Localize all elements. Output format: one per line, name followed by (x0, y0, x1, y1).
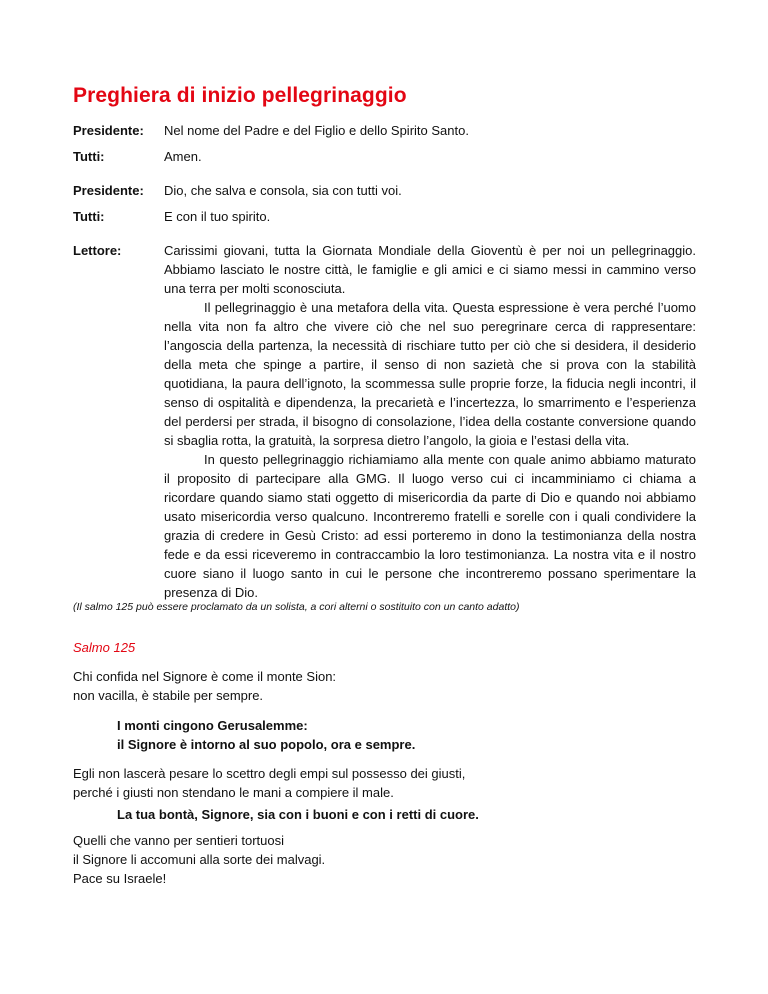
reading-text (164, 241, 696, 602)
psalm-verse-line: perché i giusti non stendano le mani a compiere il male. (73, 785, 394, 800)
speech-text: Dio, che salva e consola, sia con tutti voi. (164, 183, 402, 198)
reading-paragraph: Carissimi giovani, tutta la Giornata Mondiale della Gioventù è per noi un pellegrinaggio. Abbiamo lasciato le nostre città, le famiglie e gli amici e ci siamo messi in cammino verso una terra per molti sconosciuta. (164, 243, 696, 296)
psalm-verse-line: Quelli che vanno per sentieri tortuosi (73, 833, 285, 848)
response-line: I monti cingono Gerusalemme: (117, 718, 308, 733)
speech-text: Amen. (164, 149, 202, 164)
speaker-label: Presidente: (73, 123, 144, 138)
speaker-label: Lettore: (73, 243, 122, 258)
psalm-verse-line: Chi confida nel Signore è come il monte Sion: (73, 669, 337, 684)
response-line: La tua bontà, Signore, sia con i buoni e con i retti di cuore. (117, 807, 479, 822)
speaker-label: Presidente: (73, 183, 144, 198)
speech-text: E con il tuo spirito. (164, 209, 271, 224)
speech-text: Nel nome del Padre e del Figlio e dello Spirito Santo. (164, 123, 469, 138)
psalm-stanza (73, 667, 336, 705)
page-title: Preghiera di inizio pellegrinaggio (73, 84, 407, 107)
psalm-title: Salmo 125 (73, 640, 136, 655)
psalm-stanza (73, 764, 465, 802)
psalm-stanza (73, 831, 325, 888)
rubric-note: (Il salmo 125 può essere proclamato da un solista, a cori alterni o sostituito con un canto adatto) (73, 601, 520, 613)
psalm-verse-line: non vacilla, è stabile per sempre. (73, 688, 264, 703)
psalm-verse-line: Egli non lascerà pesare lo scettro degli empi sul possesso dei giusti, (73, 766, 466, 781)
psalm-response (117, 805, 479, 824)
speaker-label: Tutti: (73, 149, 105, 164)
speaker-label: Tutti: (73, 209, 105, 224)
reading-paragraph: In questo pellegrinaggio richiamiamo alla mente con quale animo abbiamo maturato il proposito di partecipare alla GMG. Il luogo verso cui ci incamminiamo ci chiama a ricordare quando siamo stati oggetto di misericordia da parte di Dio e quando noi abbiamo usato misericordia verso qualcuno. Incontreremo fratelli e sorelle con i quali condividere la grazia di credere in Gesù Cristo: ad essi porteremo in dono la testimonianza della nostra fede e da essi riceveremo in contraccambio la loro testimonianza. La nostra vita e il nostro cuore siano il luogo santo in cui le persone che incontreremo possano sperimentare la presenza di Dio. (164, 452, 696, 600)
reading-paragraph: Il pellegrinaggio è una metafora della vita. Questa espressione è vera perché l’uomo nella vita non fa altro che vivere ciò che nel suo peregrinare cerca di rappresentare: l’angoscia della partenza, la necessità di rischiare tutto per ciò che si desidera, il desiderio della meta che spinge a partire, il senso di non sazietà che si prova con la stabilità quotidiana, la paura dell’ignoto, la scommessa sulle proprie forze, la fiducia negli incontri, il senso di ospitalità e dipendenza, la precarietà e l’incertezza, lo smarrimento e l’esperienza del perdersi per strada, il bisogno di consolazione, l’idea della costante conversione quando si sbaglia rotta, la gratuità, la sorpresa dietro l’angolo, la gioia e l’estasi della vita. (164, 300, 696, 448)
psalm-verse-line: Pace su Israele! (73, 871, 167, 886)
response-line: il Signore è intorno al suo popolo, ora e sempre. (117, 737, 416, 752)
psalm-response (117, 716, 415, 754)
psalm-verse-line: il Signore li accomuni alla sorte dei malvagi. (73, 852, 326, 867)
